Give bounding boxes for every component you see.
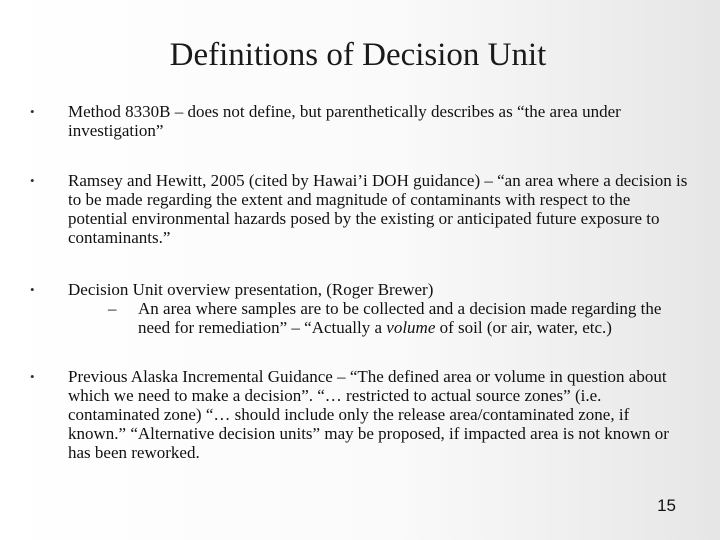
bullet-item-alaska-guidance	[30, 367, 690, 462]
bullet-body	[68, 280, 690, 337]
dash-icon: –	[108, 299, 117, 318]
bullet-icon: •	[30, 369, 35, 384]
bullet-text: Method 8330B – does not define, but parenthetically describes as “the area under investigation”	[68, 102, 621, 140]
bullet-icon: •	[30, 173, 35, 188]
sub-bullet-text	[138, 299, 690, 337]
bullet-item-decision-unit-overview	[30, 280, 690, 337]
bullet-icon: •	[30, 282, 35, 297]
slide-number: 15	[657, 496, 676, 515]
sub-text-before: An area where samples are to be collected and a decision made regarding the need for remediation” – “Actually a	[138, 299, 662, 337]
bullet-list	[30, 102, 690, 462]
sub-text-italic: volume	[386, 318, 436, 337]
bullet-icon: •	[30, 104, 35, 119]
bullet-item-ramsey-hewitt	[30, 171, 690, 247]
sub-text-after: of soil (or air, water, etc.)	[435, 318, 612, 337]
sub-bullet-item	[102, 299, 690, 337]
bullet-text: Ramsey and Hewitt, 2005 (cited by Hawai’i DOH guidance) – “an area where a decision is to be made regarding the extent and magnitude of contaminants with respect to the potential environmental hazards posed by the existing or anticipated future exposure to contaminants.”	[68, 171, 688, 247]
bullet-item-method-8330b	[30, 102, 690, 140]
bullet-text: Decision Unit overview presentation, (Roger Brewer)	[68, 280, 434, 299]
bullet-text: Previous Alaska Incremental Guidance – “The defined area or volume in question about which we need to make a decision”. “… restricted to actual source zones” (i.e. contaminated zone) “… should include only the release area/contaminated zone, if known.” “Alternative decision units” may be proposed, if impacted area is not known or has been reworked.	[68, 367, 669, 462]
slide-title: Definitions of Decision Unit	[169, 37, 547, 73]
